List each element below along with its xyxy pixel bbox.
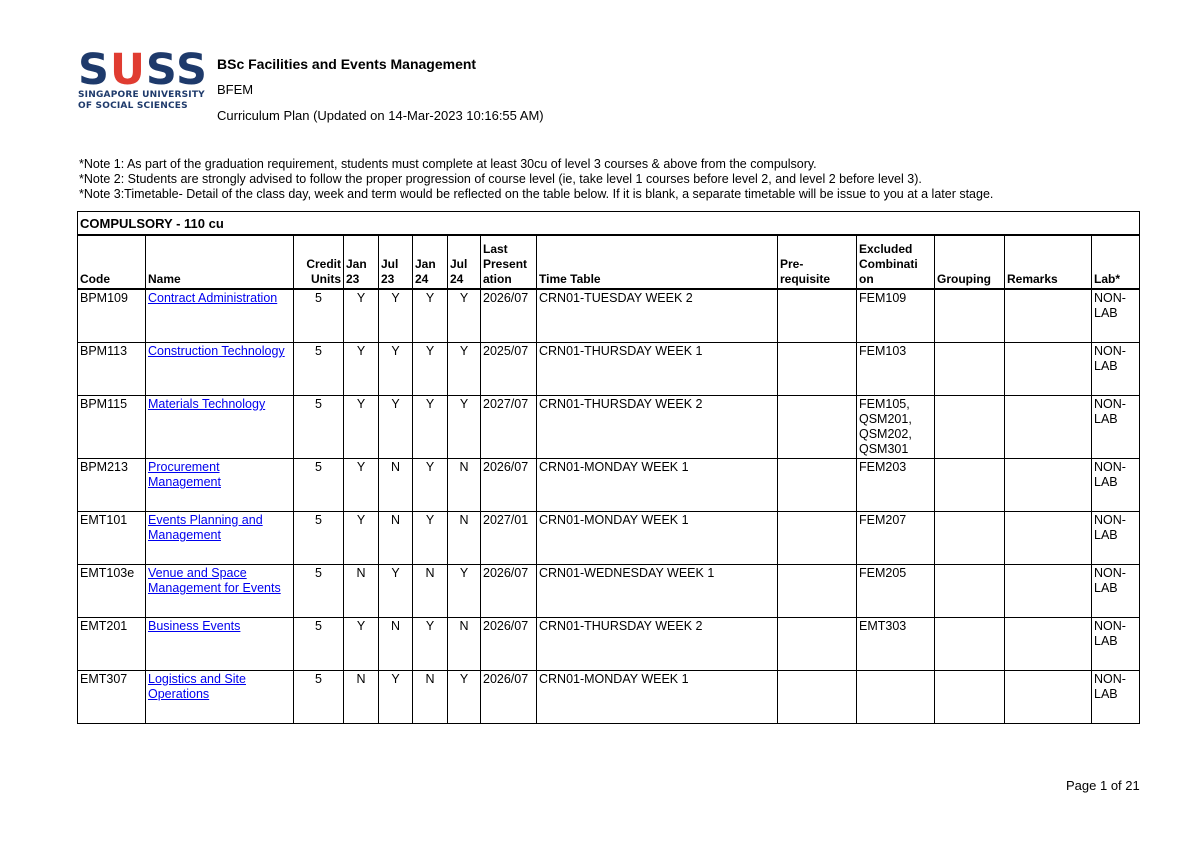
course-name-cell: [146, 396, 294, 459]
col-grouping: Grouping: [935, 235, 1005, 289]
course-link[interactable]: Venue and Space Management for Events: [148, 566, 281, 595]
offered-jan23: Y: [344, 396, 379, 459]
offered-jul23: Y: [379, 565, 413, 618]
col-jul23: Jul 23: [379, 235, 413, 289]
last-presentation: 2027/07: [481, 396, 537, 459]
offered-jul24: N: [448, 459, 481, 512]
grouping: [935, 565, 1005, 618]
offered-jul23: Y: [379, 289, 413, 343]
offered-jan24: N: [413, 565, 448, 618]
course-name-cell: [146, 459, 294, 512]
grouping: [935, 396, 1005, 459]
table-row: [78, 512, 1140, 565]
course-code: EMT101: [78, 512, 146, 565]
course-code: BPM115: [78, 396, 146, 459]
table-row: [78, 343, 1140, 396]
course-name-cell: [146, 618, 294, 671]
table-row: [78, 671, 1140, 724]
offered-jul24: Y: [448, 343, 481, 396]
offered-jul23: N: [379, 618, 413, 671]
grouping: [935, 512, 1005, 565]
excluded-combination: FEM105, QSM201, QSM202, QSM301: [857, 396, 935, 459]
credit-units: 5: [294, 396, 344, 459]
prerequisite: [778, 343, 857, 396]
lab-type: NON-LAB: [1092, 289, 1140, 343]
offered-jan24: Y: [413, 396, 448, 459]
course-link[interactable]: Events Planning and Management: [148, 513, 263, 542]
excluded-combination: FEM109: [857, 289, 935, 343]
prerequisite: [778, 396, 857, 459]
offered-jan23: Y: [344, 289, 379, 343]
course-link[interactable]: Procurement Management: [148, 460, 221, 489]
prerequisite: [778, 512, 857, 565]
course-name-cell: [146, 565, 294, 618]
last-presentation: 2026/07: [481, 618, 537, 671]
logo-line-1: SINGAPORE UNIVERSITY: [78, 90, 205, 100]
lab-type: NON-LAB: [1092, 512, 1140, 565]
lab-type: NON-LAB: [1092, 671, 1140, 724]
remarks: [1005, 343, 1092, 396]
course-name-cell: [146, 289, 294, 343]
table-row: [78, 618, 1140, 671]
page-number: Page 1 of 21: [1066, 778, 1140, 793]
lab-type: NON-LAB: [1092, 396, 1140, 459]
course-code: BPM213: [78, 459, 146, 512]
course-code: EMT201: [78, 618, 146, 671]
programme-code: BFEM: [217, 82, 254, 97]
col-jul24: Jul 24: [448, 235, 481, 289]
credit-units: 5: [294, 671, 344, 724]
course-code: EMT103e: [78, 565, 146, 618]
curriculum-plan-subtitle: Curriculum Plan (Updated on 14-Mar-2023 10:16:55 AM): [217, 108, 544, 123]
credit-units: 5: [294, 618, 344, 671]
grouping: [935, 289, 1005, 343]
last-presentation: 2026/07: [481, 459, 537, 512]
grouping: [935, 343, 1005, 396]
offered-jul24: Y: [448, 671, 481, 724]
offered-jan23: Y: [344, 459, 379, 512]
course-name-cell: [146, 512, 294, 565]
last-presentation: 2027/01: [481, 512, 537, 565]
offered-jul24: Y: [448, 396, 481, 459]
prerequisite: [778, 671, 857, 724]
section-heading: COMPULSORY - 110 cu: [78, 212, 1140, 236]
credit-units: 5: [294, 289, 344, 343]
logo-letter-u: U: [109, 45, 146, 95]
prerequisite: [778, 618, 857, 671]
credit-units: 5: [294, 565, 344, 618]
table-row: [78, 396, 1140, 459]
time-table: CRN01-THURSDAY WEEK 1: [537, 343, 778, 396]
col-prerequisite: Pre- requisite: [778, 235, 857, 289]
course-code: BPM113: [78, 343, 146, 396]
logo-letters-ss: SS: [145, 45, 208, 95]
course-code: BPM109: [78, 289, 146, 343]
offered-jul23: Y: [379, 396, 413, 459]
credit-units: 5: [294, 512, 344, 565]
time-table: CRN01-TUESDAY WEEK 2: [537, 289, 778, 343]
col-last-presentation: Last Present ation: [481, 235, 537, 289]
table-header-row: [78, 235, 1140, 289]
table-row: [78, 289, 1140, 343]
offered-jul23: Y: [379, 671, 413, 724]
offered-jan23: Y: [344, 618, 379, 671]
offered-jan24: N: [413, 671, 448, 724]
offered-jan23: N: [344, 565, 379, 618]
excluded-combination: FEM207: [857, 512, 935, 565]
note-3: *Note 3:Timetable- Detail of the class day, week and term would be reflected on the table below. If it is blank, a separate timetable will be issue to you at a later stage.: [79, 187, 994, 201]
course-link[interactable]: Business Events: [148, 619, 241, 633]
curriculum-table: [77, 211, 1140, 724]
excluded-combination: FEM205: [857, 565, 935, 618]
time-table: CRN01-MONDAY WEEK 1: [537, 671, 778, 724]
remarks: [1005, 618, 1092, 671]
time-table: CRN01-MONDAY WEEK 1: [537, 512, 778, 565]
time-table: CRN01-MONDAY WEEK 1: [537, 459, 778, 512]
table-row: [78, 565, 1140, 618]
excluded-combination: EMT303: [857, 618, 935, 671]
remarks: [1005, 512, 1092, 565]
excluded-combination: FEM203: [857, 459, 935, 512]
last-presentation: 2026/07: [481, 565, 537, 618]
table-row: [78, 459, 1140, 512]
col-credit-units: Credit Units: [294, 235, 344, 289]
course-name-cell: [146, 343, 294, 396]
offered-jan23: N: [344, 671, 379, 724]
grouping: [935, 618, 1005, 671]
last-presentation: 2026/07: [481, 671, 537, 724]
col-jan24: Jan 24: [413, 235, 448, 289]
course-link[interactable]: Construction Technology: [148, 344, 285, 358]
col-remarks: Remarks: [1005, 235, 1092, 289]
offered-jul23: N: [379, 512, 413, 565]
col-name: Name: [146, 235, 294, 289]
offered-jan24: Y: [413, 343, 448, 396]
remarks: [1005, 459, 1092, 512]
notes-block: [79, 157, 993, 202]
col-time-table: Time Table: [537, 235, 778, 289]
remarks: [1005, 671, 1092, 724]
offered-jul23: N: [379, 459, 413, 512]
lab-type: NON-LAB: [1092, 618, 1140, 671]
grouping: [935, 671, 1005, 724]
offered-jan24: Y: [413, 512, 448, 565]
offered-jul24: Y: [448, 565, 481, 618]
grouping: [935, 459, 1005, 512]
logo-line-2: OF SOCIAL SCIENCES: [78, 101, 188, 111]
offered-jan23: Y: [344, 343, 379, 396]
credit-units: 5: [294, 343, 344, 396]
course-link[interactable]: Logistics and Site Operations: [148, 672, 246, 701]
course-link[interactable]: Contract Administration: [148, 291, 278, 305]
suss-logo: [78, 45, 208, 120]
remarks: [1005, 289, 1092, 343]
lab-type: NON-LAB: [1092, 565, 1140, 618]
col-code: Code: [78, 235, 146, 289]
programme-title: BSc Facilities and Events Management: [217, 56, 477, 72]
credit-units: 5: [294, 459, 344, 512]
offered-jul24: N: [448, 512, 481, 565]
course-code: EMT307: [78, 671, 146, 724]
offered-jan24: Y: [413, 618, 448, 671]
note-2: *Note 2: Students are strongly advised to follow the proper progression of course level (ie, take level 1 courses before level 2, and level 2 before level 3).: [79, 172, 922, 186]
offered-jan24: Y: [413, 459, 448, 512]
time-table: CRN01-WEDNESDAY WEEK 1: [537, 565, 778, 618]
offered-jul24: N: [448, 618, 481, 671]
remarks: [1005, 565, 1092, 618]
logo-letter-s: S: [78, 45, 110, 95]
course-name-cell: [146, 671, 294, 724]
course-link[interactable]: Materials Technology: [148, 397, 266, 411]
last-presentation: 2026/07: [481, 289, 537, 343]
col-lab: Lab*: [1092, 235, 1140, 289]
remarks: [1005, 396, 1092, 459]
excluded-combination: [857, 671, 935, 724]
excluded-combination: FEM103: [857, 343, 935, 396]
offered-jul24: Y: [448, 289, 481, 343]
note-1: *Note 1: As part of the graduation requirement, students must complete at least 30cu of level 3 courses & above from the compulsory.: [79, 157, 817, 171]
time-table: CRN01-THURSDAY WEEK 2: [537, 618, 778, 671]
col-excluded-combination: Excluded Combinati on: [857, 235, 935, 289]
prerequisite: [778, 459, 857, 512]
lab-type: NON-LAB: [1092, 459, 1140, 512]
offered-jul23: Y: [379, 343, 413, 396]
offered-jan24: Y: [413, 289, 448, 343]
col-jan23: Jan 23: [344, 235, 379, 289]
offered-jan23: Y: [344, 512, 379, 565]
lab-type: NON-LAB: [1092, 343, 1140, 396]
time-table: CRN01-THURSDAY WEEK 2: [537, 396, 778, 459]
prerequisite: [778, 289, 857, 343]
last-presentation: 2025/07: [481, 343, 537, 396]
prerequisite: [778, 565, 857, 618]
